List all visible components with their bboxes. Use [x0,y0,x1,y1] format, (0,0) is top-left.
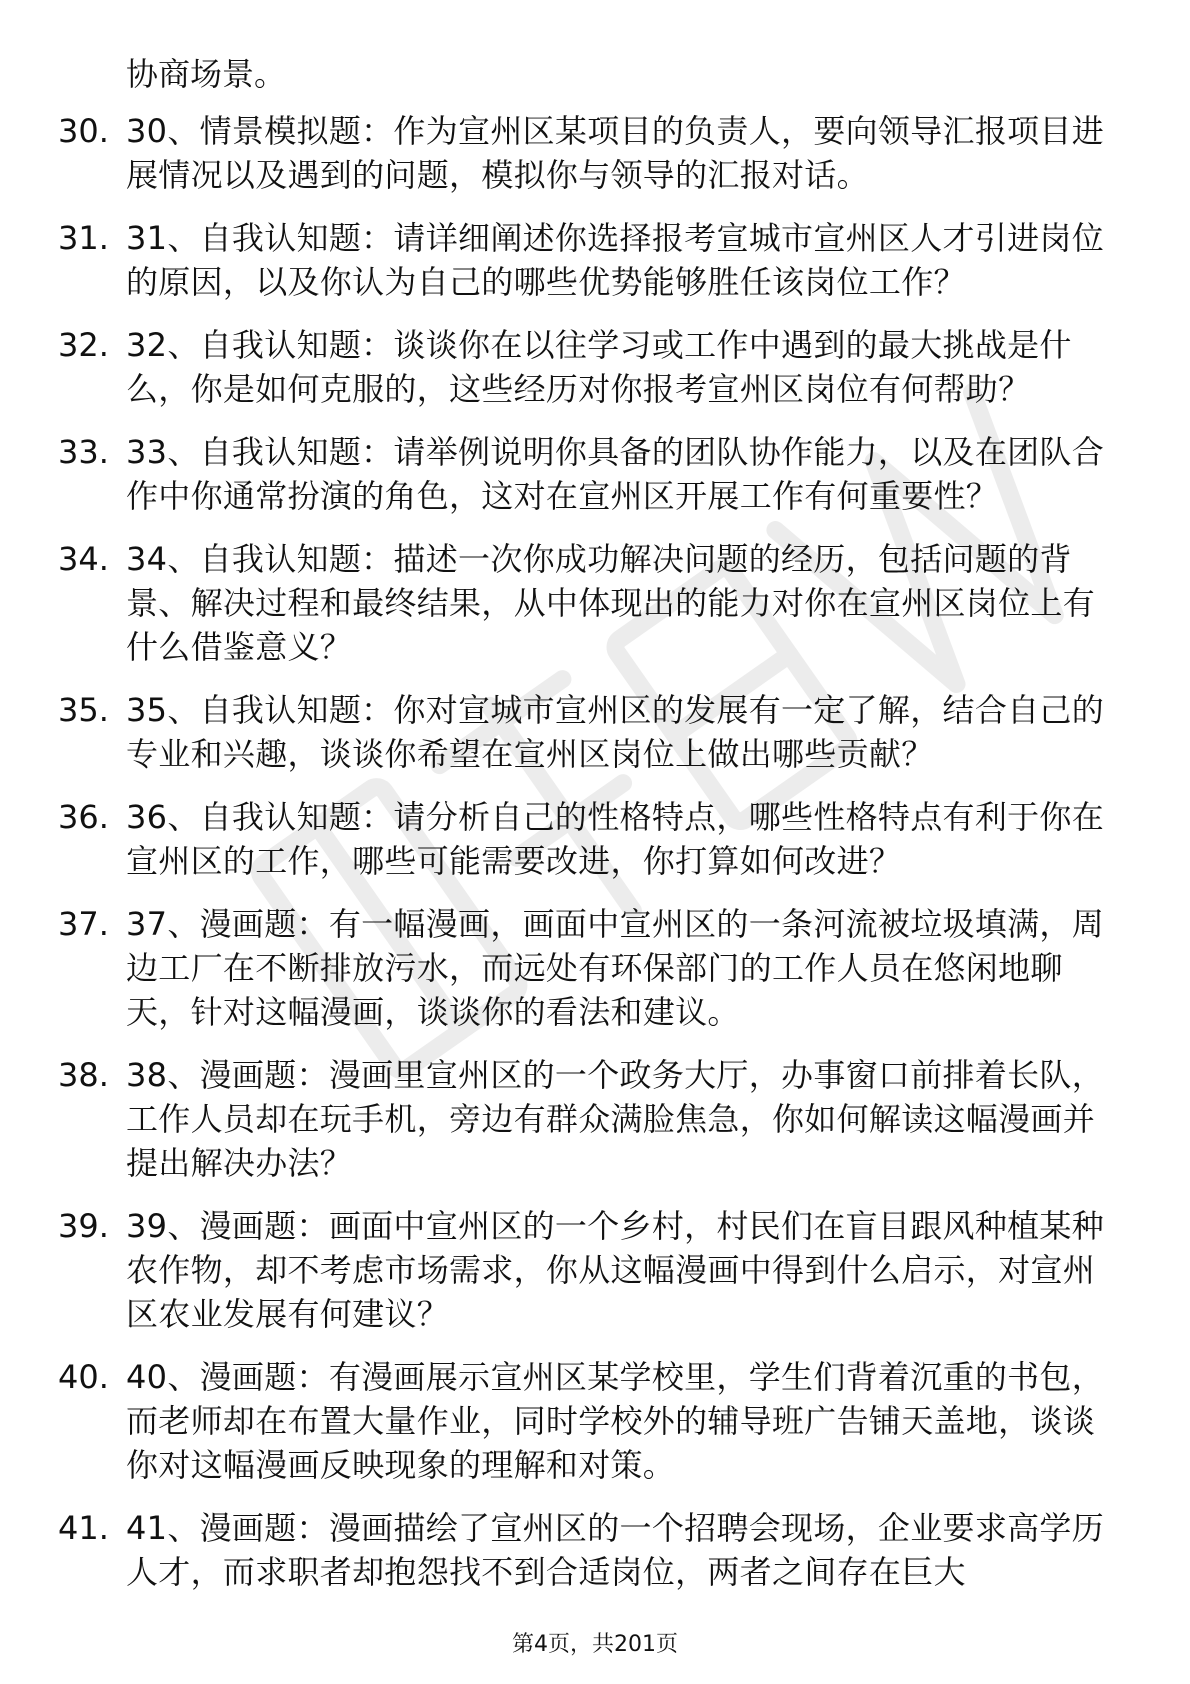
item-text: 31、自我认知题：请详细阐述你选择报考宣城市宣州区人才引进岗位的原因，以及你认为自己的哪些优势能够胜任该岗位工作？ [126,219,1105,301]
item-text: 32、自我认知题：谈谈你在以往学习或工作中遇到的最大挑战是什么，你是如何克服的，这些经历对你报考宣州区岗位有何帮助？ [126,326,1072,408]
question-list [0,109,1190,1613]
page-footer: 第4页，共201页 [512,1632,678,1657]
item-text: 30、情景模拟题：作为宣州区某项目的负责人，要向领导汇报项目进展情况以及遇到的问题，模拟你与领导的汇报对话。 [126,112,1105,194]
list-item [0,795,1116,883]
item-number: 37. [58,905,109,943]
item-text: 38、漫画题：漫画里宣州区的一个政务大厅，办事窗口前排着长队，工作人员却在玩手机，旁边有群众满脸焦急，你如何解读这幅漫画并提出解决办法？ [126,1056,1105,1182]
item-number: 40. [58,1358,109,1396]
item-number: 31. [58,219,109,257]
item-number: 34. [58,540,109,578]
item-number: 36. [58,798,109,836]
list-item [0,109,1116,197]
item-text: 36、自我认知题：请分析自己的性格特点，哪些性格特点有利于你在宣州区的工作，哪些可能需要改进，你打算如何改进？ [126,798,1105,880]
list-item [0,537,1116,669]
continuation-text: 协商场景。 [126,55,287,93]
list-item [0,323,1116,411]
item-text: 34、自我认知题：描述一次你成功解决问题的经历，包括问题的背景、解决过程和最终结果，从中体现出的能力对你在宣州区岗位上有什么借鉴意义？ [126,540,1096,666]
item-number: 33. [58,433,109,471]
item-text: 33、自我认知题：请举例说明你具备的团队协作能力，以及在团队合作中你通常扮演的角色，这对在宣州区开展工作有何重要性？ [126,433,1105,515]
list-item [0,688,1116,776]
list-item [0,1355,1116,1487]
list-item [0,1204,1116,1336]
item-number: 39. [58,1207,109,1245]
item-number: 35. [58,691,109,729]
item-text: 37、漫画题：有一幅漫画，画面中宣州区的一条河流被垃圾填满，周边工厂在不断排放污水，而远处有环保部门的工作人员在悠闲地聊天，针对这幅漫画，谈谈你的看法和建议。 [126,905,1105,1031]
item-text: 41、漫画题：漫画描绘了宣州区的一个招聘会现场，企业要求高学历人才，而求职者却抱怨找不到合适岗位，两者之间存在巨大 [126,1509,1105,1591]
list-item [0,1053,1116,1185]
list-item [0,1506,1116,1594]
item-text: 35、自我认知题：你对宣城市宣州区的发展有一定了解，结合自己的专业和兴趣，谈谈你希望在宣州区岗位上做出哪些贡献？ [126,691,1105,773]
item-text: 40、漫画题：有漫画展示宣州区某学校里，学生们背着沉重的书包，而老师却在布置大量作业，同时学校外的辅导班广告铺天盖地，谈谈你对这幅漫画反映现象的理解和对策。 [126,1358,1105,1484]
item-text: 39、漫画题：画面中宣州区的一个乡村，村民们在盲目跟风种植某种农作物，却不考虑市场需求，你从这幅漫画中得到什么启示，对宣州区农业发展有何建议？ [126,1207,1105,1333]
item-number: 32. [58,326,109,364]
list-item [0,902,1116,1034]
list-item [0,430,1116,518]
item-number: 30. [58,112,109,150]
list-item [0,216,1116,304]
item-number: 38. [58,1056,109,1094]
item-number: 41. [58,1509,109,1547]
